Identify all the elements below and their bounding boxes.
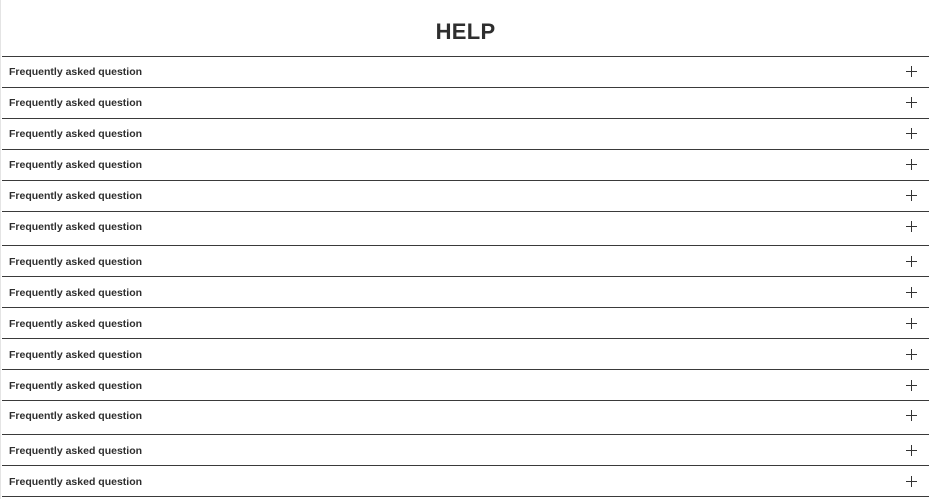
plus-icon[interactable]: [906, 128, 917, 139]
faq-question-label: Frequently asked question: [9, 287, 143, 299]
faq-question-label: Frequently asked question: [9, 66, 143, 78]
plus-icon[interactable]: [906, 349, 917, 360]
faq-item[interactable]: [2, 245, 929, 276]
faq-item[interactable]: [2, 87, 929, 118]
faq-item[interactable]: [2, 211, 929, 245]
faq-item[interactable]: [2, 118, 929, 149]
faq-item[interactable]: [2, 56, 929, 87]
faq-question-label: Frequently asked question: [9, 476, 143, 488]
plus-icon[interactable]: [906, 445, 917, 456]
plus-icon[interactable]: [906, 190, 917, 201]
faq-item[interactable]: [2, 434, 929, 465]
faq-item[interactable]: [2, 307, 929, 338]
faq-item[interactable]: [2, 400, 929, 434]
faq-item[interactable]: [2, 276, 929, 307]
page-title: HELP: [435, 19, 496, 44]
plus-icon[interactable]: [906, 410, 917, 421]
faq-question-label: Frequently asked question: [9, 318, 143, 330]
plus-icon[interactable]: [906, 380, 917, 391]
faq-item[interactable]: [2, 369, 929, 400]
plus-icon[interactable]: [906, 476, 917, 487]
plus-icon[interactable]: [906, 66, 917, 77]
faq-question-label: Frequently asked question: [9, 159, 143, 171]
faq-question-label: Frequently asked question: [9, 410, 143, 422]
faq-item[interactable]: [2, 149, 929, 180]
faq-question-label: Frequently asked question: [9, 190, 143, 202]
faq-item[interactable]: [2, 338, 929, 369]
plus-icon[interactable]: [906, 256, 917, 267]
plus-icon[interactable]: [906, 318, 917, 329]
faq-question-label: Frequently asked question: [9, 349, 143, 361]
faq-question-label: Frequently asked question: [9, 256, 143, 268]
faq-item[interactable]: [2, 180, 929, 211]
plus-icon[interactable]: [906, 287, 917, 298]
plus-icon[interactable]: [906, 159, 917, 170]
plus-icon[interactable]: [906, 221, 917, 232]
faq-question-label: Frequently asked question: [9, 128, 143, 140]
faq-question-label: Frequently asked question: [9, 380, 143, 392]
faq-question-label: Frequently asked question: [9, 445, 143, 457]
plus-icon[interactable]: [906, 97, 917, 108]
faq-item[interactable]: [2, 465, 929, 497]
faq-question-label: Frequently asked question: [9, 97, 143, 109]
faq-question-label: Frequently asked question: [9, 221, 143, 233]
